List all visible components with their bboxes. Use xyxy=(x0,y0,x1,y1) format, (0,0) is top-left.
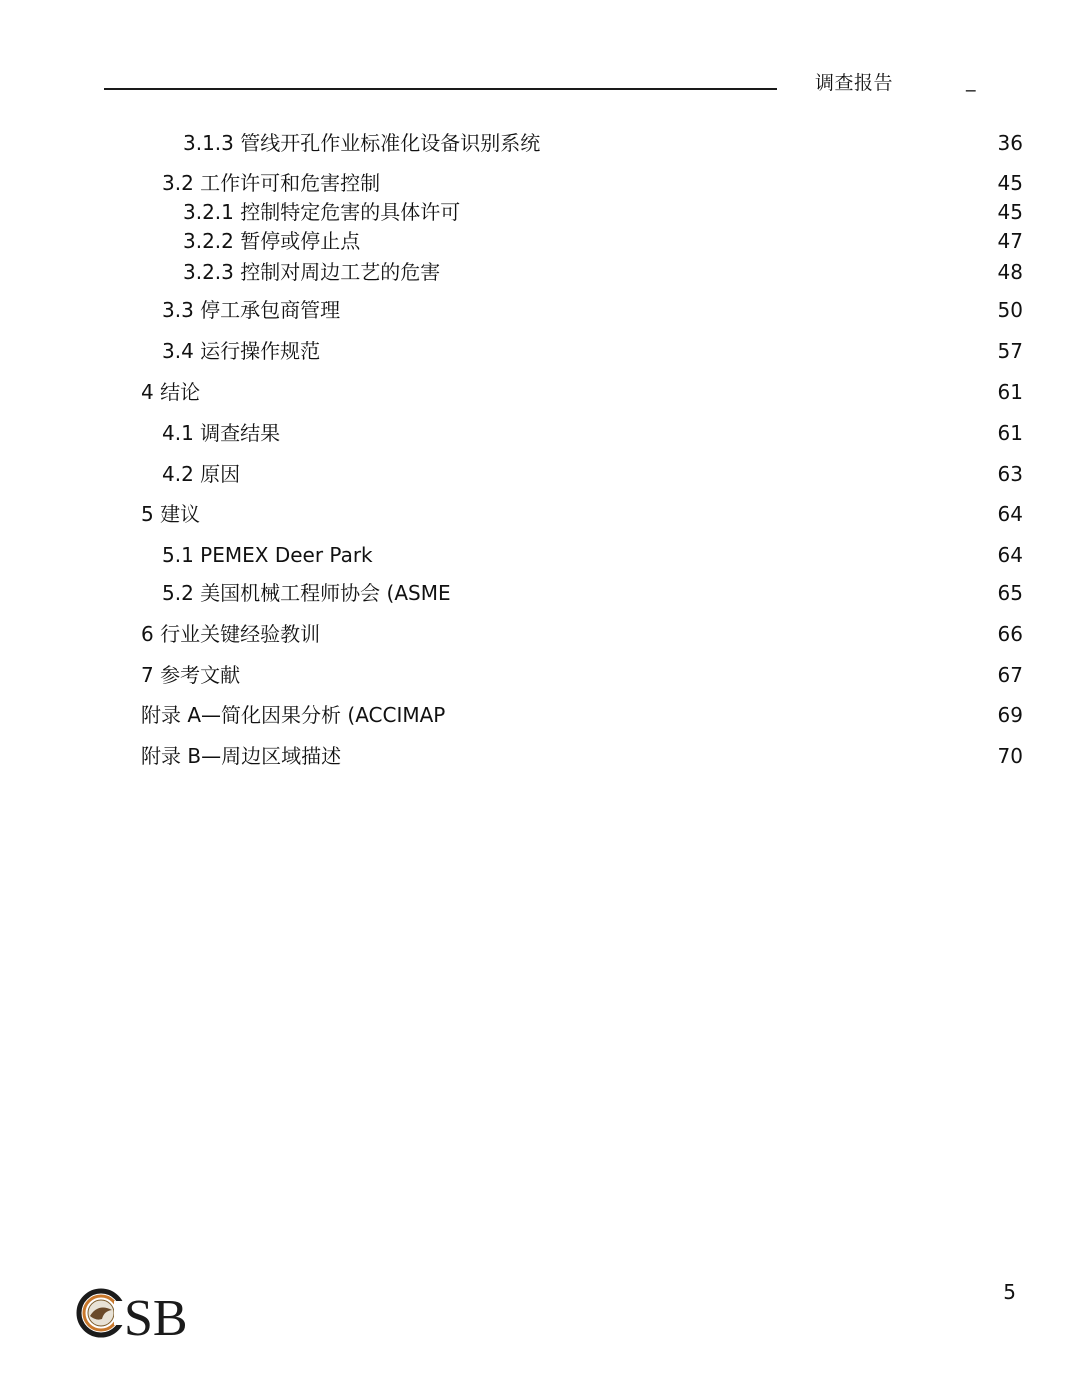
toc-entry-label: 4 结论 xyxy=(141,380,201,404)
toc-entry-page: 66 xyxy=(997,622,1023,646)
toc-entry-label: 5.2 美国机械工程师协会 (ASME xyxy=(162,581,451,605)
toc-entry-label: 6 行业关键经验教训 xyxy=(141,622,321,646)
toc-entry xyxy=(0,619,1080,649)
toc-entry-page: 63 xyxy=(997,462,1023,486)
toc-entry-page: 57 xyxy=(997,339,1023,363)
toc-entry xyxy=(0,700,1080,730)
toc-entry xyxy=(0,540,1080,570)
toc-entry xyxy=(0,128,1080,158)
toc-entry-label: 附录 A—简化因果分析 (ACCIMAP xyxy=(141,703,446,727)
toc-entry-page: 45 xyxy=(997,200,1023,224)
toc-entry-page: 64 xyxy=(997,502,1023,526)
toc-entry-page: 69 xyxy=(997,703,1023,727)
toc-entry-label: 5 建议 xyxy=(141,502,201,526)
toc-entry-label: 3.2.2 暂停或停止点 xyxy=(183,229,361,253)
toc-entry xyxy=(0,257,1080,287)
toc-entry-label: 3.4 运行操作规范 xyxy=(162,339,321,363)
toc-entry xyxy=(0,459,1080,489)
toc-entry-page: 61 xyxy=(997,421,1023,445)
toc-entry xyxy=(0,197,1080,227)
toc-entry xyxy=(0,295,1080,325)
toc-entry-page: 70 xyxy=(997,744,1023,768)
toc-entry-label: 4.2 原因 xyxy=(162,462,241,486)
toc-entry-label: 4.1 调查结果 xyxy=(162,421,281,445)
toc-entry-label: 3.1.3 管线开孔作业标准化设备识别系统 xyxy=(183,131,541,155)
toc-entry-page: 47 xyxy=(997,229,1023,253)
toc-entry xyxy=(0,741,1080,771)
header-title: 调查报告 xyxy=(815,72,894,94)
toc-entry xyxy=(0,499,1080,529)
toc-entry-page: 50 xyxy=(997,298,1023,322)
header-mark: _ xyxy=(966,70,976,92)
toc-entry-page: 61 xyxy=(997,380,1023,404)
toc-entry-page: 36 xyxy=(997,131,1023,155)
header-rule xyxy=(104,88,777,90)
toc-entry-page: 67 xyxy=(997,663,1023,687)
toc-entry-page: 48 xyxy=(997,260,1023,284)
toc-entry-page: 45 xyxy=(997,171,1023,195)
toc-entry-label: 附录 B—周边区域描述 xyxy=(141,744,342,768)
csb-logo xyxy=(76,1283,200,1343)
toc-entry xyxy=(0,418,1080,448)
toc-entry-page: 64 xyxy=(997,543,1023,567)
toc-entry-label: 5.1 PEMEX Deer Park xyxy=(162,543,373,567)
page-number: 5 xyxy=(1003,1280,1016,1304)
toc-entry-label: 3.2 工作许可和危害控制 xyxy=(162,171,381,195)
toc-entry-page: 65 xyxy=(997,581,1023,605)
toc-entry-label: 3.2.3 控制对周边工艺的危害 xyxy=(183,260,441,284)
toc-entry-label: 3.3 停工承包商管理 xyxy=(162,298,341,322)
toc-entry xyxy=(0,226,1080,256)
toc-entry xyxy=(0,168,1080,198)
logo-letters: SB xyxy=(124,1290,188,1343)
toc-entry xyxy=(0,377,1080,407)
toc-entry xyxy=(0,660,1080,690)
toc-entry xyxy=(0,578,1080,608)
toc-entry-label: 7 参考文献 xyxy=(141,663,241,687)
toc-entry xyxy=(0,336,1080,366)
toc-entry-label: 3.2.1 控制特定危害的具体许可 xyxy=(183,200,461,224)
